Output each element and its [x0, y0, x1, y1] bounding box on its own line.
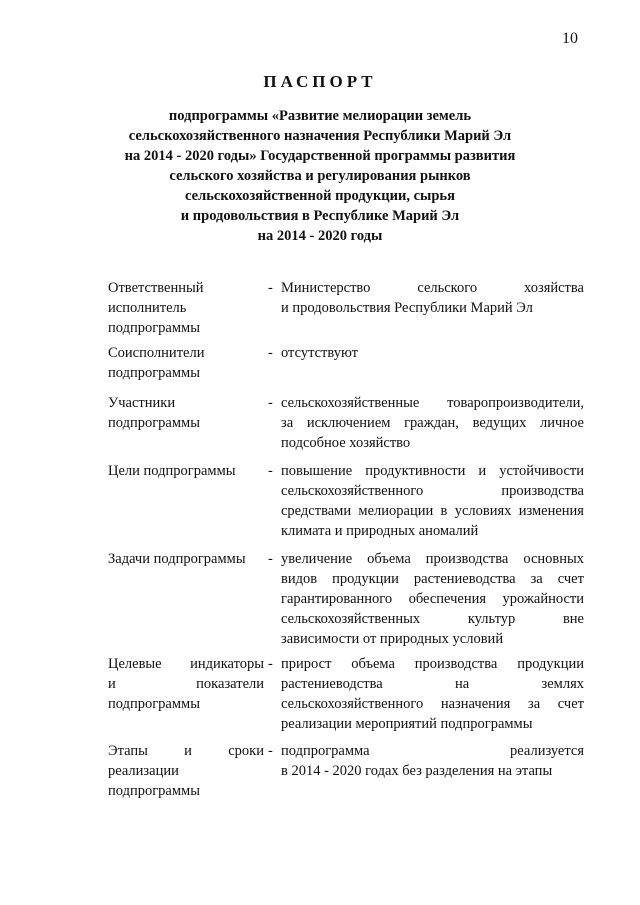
value-line-justified [281, 694, 584, 714]
word: и [184, 743, 192, 759]
word: Министерство [281, 280, 371, 296]
word: индикаторы [190, 656, 264, 672]
subtitle-line: подпрограммы «Развитие мелиорации земель [168, 108, 472, 124]
value-line-justified [281, 589, 584, 609]
word: повышение [281, 463, 353, 479]
word: объема [367, 551, 411, 567]
document-subtitle [0, 106, 640, 246]
row-label [108, 549, 264, 569]
label-line: исполнитель [108, 300, 187, 316]
value-line: зависимости от природных условий [281, 631, 504, 647]
word: товаропроизводители, [447, 395, 584, 411]
row-label [108, 654, 264, 714]
value-line: и продовольствия Республики Марий Эл [281, 300, 533, 316]
row-label [108, 393, 264, 433]
value-line: реализации мероприятий подпрограммы [281, 716, 533, 732]
word: в [440, 503, 448, 519]
value-line-justified [281, 549, 584, 569]
word: и [108, 676, 116, 692]
label-line: реализации [108, 763, 179, 779]
value-line: климата и природных аномалий [281, 523, 479, 539]
word: сельскохозяйственных [281, 611, 421, 627]
word: устойчивости [499, 463, 584, 479]
label-line: Ответственный [108, 280, 204, 296]
word: Целевые [108, 656, 162, 672]
word: счет [557, 696, 584, 712]
document-title: ПАСПОРТ [263, 72, 377, 91]
subtitle-line: сельского хозяйства и регулирования рынков [169, 168, 471, 184]
word: видов [281, 571, 318, 587]
label-line-justified [108, 674, 264, 694]
value-line-justified [281, 461, 584, 481]
label-line: Цели подпрограммы [108, 463, 236, 479]
row-dash: - [268, 463, 273, 479]
word: личное [540, 415, 584, 431]
value-line-justified [281, 569, 584, 589]
word: увеличение [281, 551, 353, 567]
word: вне [562, 611, 584, 627]
value-line-justified [281, 278, 584, 298]
word: реализуется [510, 743, 584, 759]
label-line-justified [108, 654, 264, 674]
word: счет [557, 571, 584, 587]
row-value [281, 461, 584, 541]
row-dash: - [268, 395, 273, 411]
value-line-justified [281, 501, 584, 521]
word: сельскохозяйственные [281, 395, 420, 411]
subtitle-line: и продовольствия в Республике Марий Эл [180, 208, 460, 224]
word: растениеводства [413, 571, 516, 587]
word: показатели [196, 676, 264, 692]
row-value [281, 278, 584, 318]
label-line: Соисполнители [108, 345, 205, 361]
word: изменения [518, 503, 584, 519]
row-dash: - [268, 551, 273, 567]
word: сельского [417, 280, 478, 296]
page-number: 10 [562, 30, 578, 47]
word: Этапы [108, 743, 148, 759]
word: назначения [440, 696, 511, 712]
row-dash: - [268, 656, 273, 672]
word: за [530, 571, 543, 587]
word: сроки [228, 743, 264, 759]
word: производства [414, 656, 498, 672]
word: за [527, 696, 541, 712]
label-line: подпрограммы [108, 320, 200, 336]
row-dash: - [268, 280, 273, 296]
word: урожайности [502, 591, 584, 607]
word: гарантированного [281, 591, 393, 607]
label-line: подпрограммы [108, 783, 200, 799]
value-line: в 2014 - 2020 годах без разделения на этапы [281, 763, 553, 779]
subtitle-line: на 2014 - 2020 годы [257, 228, 383, 244]
subtitle-line: сельскохозяйственной продукции, сырья [185, 188, 455, 204]
subtitle-line: сельскохозяйственного назначения Республики Марий Эл [128, 128, 512, 144]
word: хозяйства [524, 280, 584, 296]
row-label [108, 461, 264, 481]
word: продукции [332, 571, 399, 587]
row-value [281, 654, 584, 734]
value-line-justified [281, 393, 584, 413]
word: культур [467, 611, 516, 627]
value-line-justified [281, 674, 584, 694]
word: производства [501, 483, 584, 499]
word: обеспечения [408, 591, 487, 607]
label-line: подпрограммы [108, 365, 200, 381]
label-line: Участники [108, 395, 176, 411]
word: подпрограмма [281, 743, 370, 759]
word: землях [541, 676, 584, 692]
value-line-justified [281, 413, 584, 433]
value-line-justified [281, 741, 584, 761]
word: производства [425, 551, 509, 567]
row-value [281, 343, 584, 363]
value-line: подсобное хозяйство [281, 435, 411, 451]
label-line-justified [108, 741, 264, 761]
word: условиях [454, 503, 512, 519]
value-line-justified [281, 481, 584, 501]
word: сельскохозяйственного [281, 483, 424, 499]
word: граждан, [404, 415, 459, 431]
row-dash: - [268, 345, 273, 361]
word: мелиорации [358, 503, 434, 519]
row-value [281, 549, 584, 649]
word: прирост [281, 656, 332, 672]
word: растениеводства [281, 676, 383, 692]
row-dash: - [268, 743, 273, 759]
word: объема [351, 656, 395, 672]
word: продукции [517, 656, 584, 672]
row-value [281, 393, 584, 453]
row-label [108, 278, 264, 338]
value-line-justified [281, 654, 584, 674]
row-value [281, 741, 584, 781]
row-label [108, 741, 264, 801]
word: за [281, 415, 294, 431]
word: продуктивности [365, 463, 466, 479]
label-line: подпрограммы [108, 696, 200, 712]
word: ведущих [472, 415, 527, 431]
word: на [454, 676, 470, 692]
word: основных [523, 551, 584, 567]
value-line: отсутствуют [281, 345, 358, 361]
value-line-justified [281, 609, 584, 629]
word: сельскохозяйственного [281, 696, 424, 712]
word: и [478, 463, 487, 479]
label-line: подпрограммы [108, 415, 200, 431]
word: средствами [281, 503, 352, 519]
subtitle-line: на 2014 - 2020 годы» Государственной программы развития [124, 148, 516, 164]
word: исключением [306, 415, 391, 431]
row-label [108, 343, 264, 383]
label-line: Задачи подпрограммы [108, 551, 246, 567]
